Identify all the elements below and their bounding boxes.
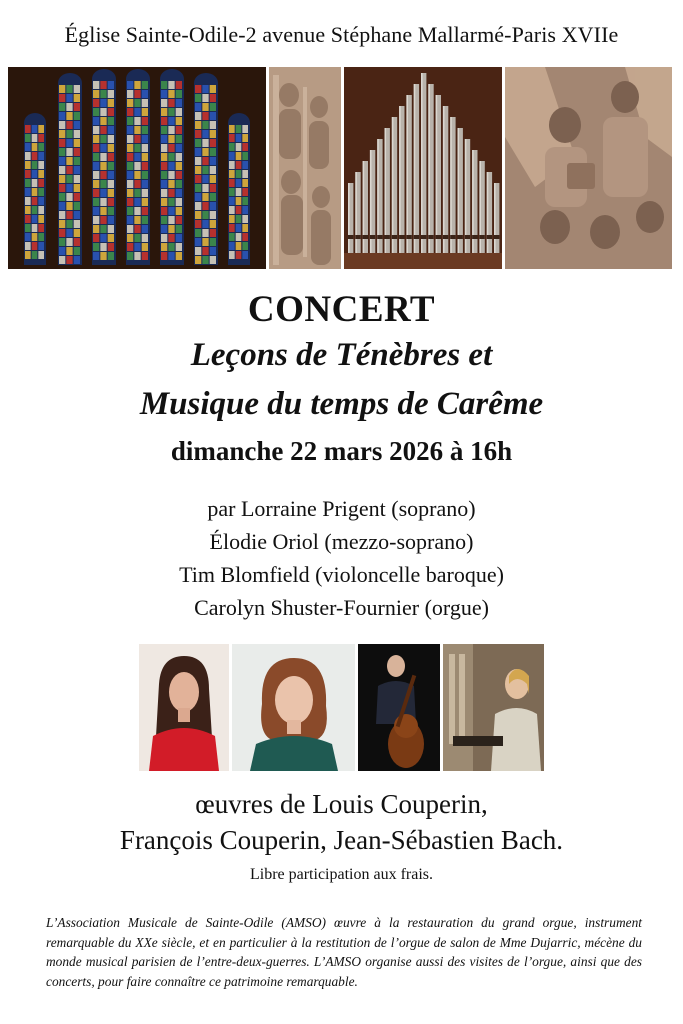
concert-date: dimanche 22 mars 2026 à 16h [170, 436, 513, 466]
performer-portraits [139, 644, 544, 771]
portrait-organist [443, 644, 544, 771]
portrait-soprano [139, 644, 229, 771]
church-address: Église Sainte-Odile-2 avenue Stéphane Mallarmé-Paris XVIIe [64, 22, 619, 47]
performer-soprano: par Lorraine Prigent (soprano) [207, 496, 476, 521]
works-program [0, 786, 683, 858]
performer-mezzo: Élodie Oriol (mezzo-soprano) [209, 529, 474, 554]
stained-glass-window-photo [8, 67, 266, 269]
performer-organ: Carolyn Shuster-Fournier (orgue) [194, 595, 489, 620]
works-line-1: œuvres de Louis Couperin, [195, 789, 488, 819]
portrait-mezzo [232, 644, 355, 771]
association-description: L’Association Musicale de Sainte-Odile (AMSO) œuvre à la restauration du grand orgue, instrument remarquable du XXe siècle, et en particulier à la restitution de l’orgue de salon de Mme Dujarric, mécène du monde musical parisien de l’entre-deux-guerres. L’AMSO organise aussi des visites de l’orgue, ainsi que des concerts, pour faire connaître ce patrimoine remarquable. [46, 915, 642, 989]
admission-note: Libre participation aux frais. [249, 866, 434, 883]
angel-relief-photo [505, 67, 672, 269]
works-line-2: François Couperin, Jean-Sébastien Bach. [119, 825, 564, 855]
performer-list [0, 492, 683, 624]
performer-cello: Tim Blomfield (violoncelle baroque) [179, 562, 504, 587]
church-photo-strip [8, 67, 675, 269]
stone-relief-photo [269, 67, 341, 269]
concert-subtitle-line-2: Musique du temps de Carême [139, 386, 544, 422]
concert-heading: CONCERT [247, 289, 436, 330]
concert-subtitle-line-1: Leçons de Ténèbres et [190, 337, 493, 373]
organ-pipes-photo [344, 67, 502, 269]
portrait-cellist [358, 644, 440, 771]
